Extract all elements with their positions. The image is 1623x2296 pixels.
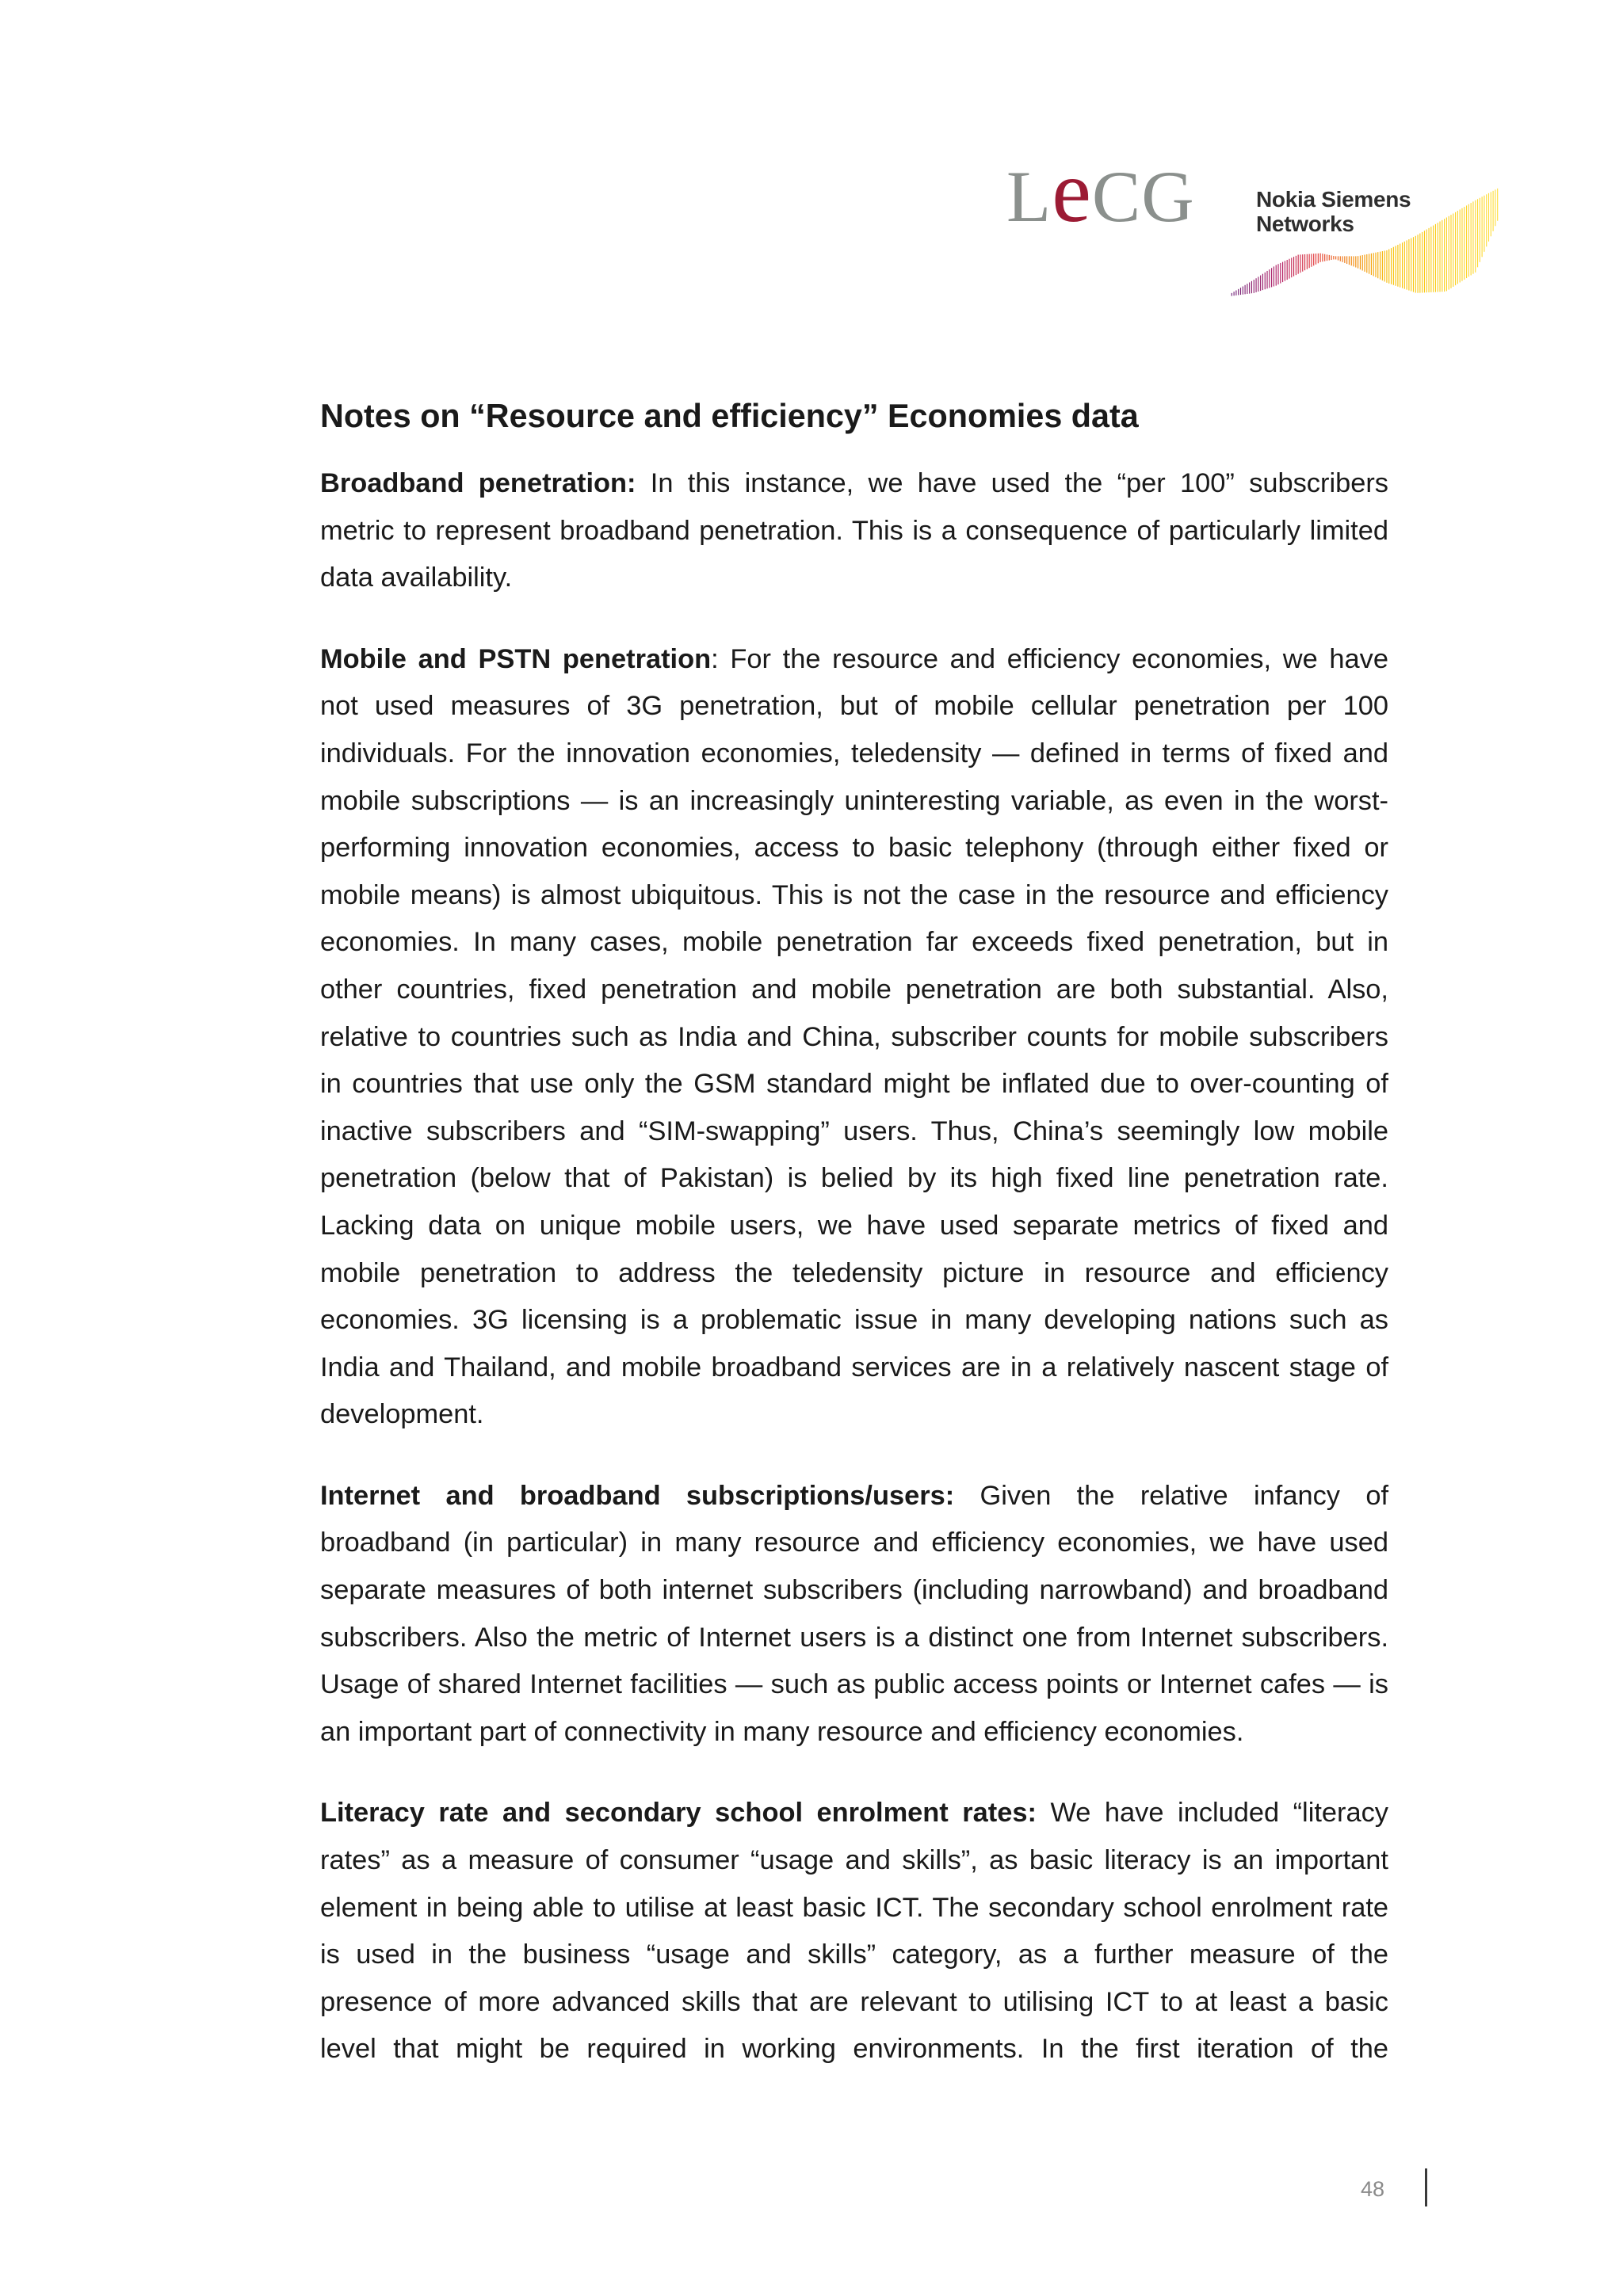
- paragraph-lead: Mobile and PSTN penetration: [320, 643, 712, 674]
- text-line: individuals. For the innovation economies, teledensity — defined in terms of fixed and: [320, 738, 1388, 769]
- paragraph-lead: Literacy rate and secondary school enrolment rates:: [320, 1798, 1037, 1829]
- section-title: Notes on “Resource and efficiency” Economies data: [320, 398, 1139, 434]
- nsn-logo-line2: Networks: [1256, 212, 1354, 236]
- paragraph-mobile-pstn-penetration: [320, 636, 1388, 1439]
- text-line: broadband (in particular) in many resource and efficiency economies, we have used: [320, 1527, 1388, 1558]
- text-line: development.: [320, 1399, 484, 1430]
- text-line: other countries, fixed penetration and mobile penetration are both substantial. Also,: [320, 974, 1388, 1005]
- paragraph-lead: Internet and broadband subscriptions/users:: [320, 1480, 955, 1511]
- text-line: level that might be required in working environments. In the first iteration of the: [320, 2034, 1388, 2065]
- text-line: India and Thailand, and mobile broadband services are in a relatively nascent stage of: [320, 1352, 1388, 1383]
- text-line: relative to countries such as India and China, subscriber counts for mobile subscribers: [320, 1021, 1388, 1052]
- text-line: presence of more advanced skills that are relevant to utilising ICT to at least a basic: [320, 1986, 1388, 2017]
- paragraph-broadband-penetration: [320, 460, 1388, 602]
- text-line: [320, 636, 1388, 684]
- text-line-rest: In this instance, we have used the “per 100” subscribers: [636, 468, 1388, 498]
- text-line: separate measures of both internet subscribers (including narrowband) and broadband: [320, 1575, 1388, 1606]
- text-line: an important part of connectivity in many resource and efficiency economies.: [320, 1716, 1244, 1747]
- text-line: penetration (below that of Pakistan) is belied by its high fixed line penetration rate.: [320, 1163, 1388, 1194]
- text-line: Usage of shared Internet facilities — such as public access points or Internet cafes — is: [320, 1669, 1388, 1700]
- paragraph-internet-broadband-subscriptions: [320, 1473, 1388, 1756]
- lecg-logo: [1006, 143, 1195, 241]
- footer-vertical-rule: [1425, 2168, 1427, 2206]
- lecg-logo-e: e: [1052, 143, 1092, 241]
- text-line: is used in the business “usage and skills” category, as a further measure of the: [320, 1939, 1388, 1970]
- text-line: rates” as a measure of consumer “usage and skills”, as basic literacy is an important: [320, 1845, 1388, 1876]
- text-line: [320, 1790, 1388, 1837]
- paragraph-literacy-enrolment-rates: [320, 1790, 1388, 2073]
- text-line: mobile penetration to address the teledensity picture in resource and efficiency: [320, 1257, 1388, 1288]
- nsn-wave-graphic: [1224, 177, 1505, 302]
- text-line-rest: We have included “literacy: [1036, 1798, 1388, 1829]
- text-line: data availability.: [320, 563, 513, 593]
- lecg-logo-cg: CG: [1091, 156, 1195, 237]
- text-line: inactive subscribers and “SIM-swapping” users. Thus, China’s seemingly low mobile: [320, 1116, 1388, 1146]
- text-line: in countries that use only the GSM standard might be inflated due to over-counting of: [320, 1069, 1388, 1100]
- text-line: element in being able to utilise at least basic ICT. The secondary school enrolment rate: [320, 1892, 1388, 1923]
- text-line: economies. In many cases, mobile penetration far exceeds fixed penetration, but in: [320, 927, 1388, 958]
- text-line-rest: : For the resource and efficiency economies, we have: [711, 643, 1388, 674]
- main-content: [320, 396, 1388, 2107]
- lecg-logo-l: L: [1006, 156, 1052, 237]
- text-line: metric to represent broadband penetration. This is a consequence of particularly limited: [320, 515, 1388, 546]
- page-number: 48: [1361, 2177, 1385, 2201]
- text-line: subscribers. Also the metric of Internet users is a distinct one from Internet subscribers.: [320, 1622, 1388, 1653]
- text-line: economies. 3G licensing is a problematic issue in many developing nations such as: [320, 1305, 1388, 1336]
- nsn-logo-line1: Nokia Siemens: [1256, 187, 1411, 212]
- text-line: mobile subscriptions — is an increasingly uninteresting variable, as even in the worst-: [320, 785, 1388, 816]
- text-line-rest: Given the relative infancy of: [954, 1480, 1388, 1511]
- text-line: performing innovation economies, access to basic telephony (through either fixed or: [320, 833, 1388, 864]
- text-line: not used measures of 3G penetration, but of mobile cellular penetration per 100: [320, 691, 1388, 722]
- text-line: [320, 1473, 1388, 1520]
- text-line: mobile means) is almost ubiquitous. This is not the case in the resource and efficiency: [320, 879, 1388, 910]
- text-line: [320, 460, 1388, 508]
- paragraph-lead: Broadband penetration:: [320, 468, 636, 498]
- text-line: Lacking data on unique mobile users, we have used separate metrics of fixed and: [320, 1210, 1388, 1241]
